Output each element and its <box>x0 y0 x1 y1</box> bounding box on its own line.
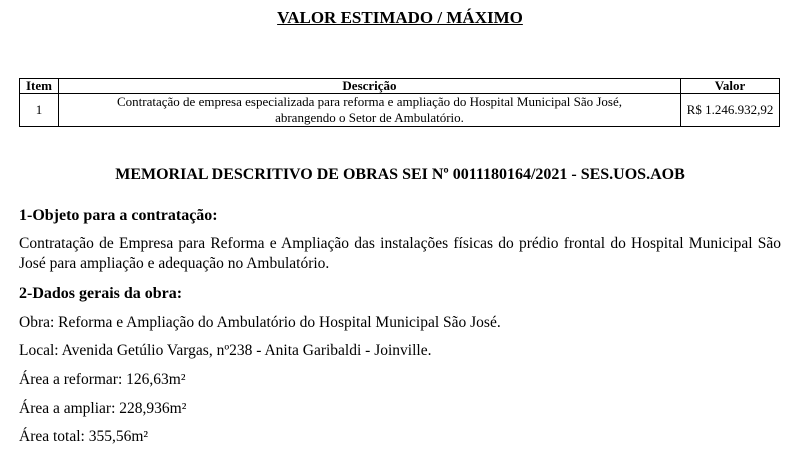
header-item: Item <box>20 79 59 94</box>
table-row <box>20 94 780 127</box>
section2-heading: 2-Dados gerais da obra: <box>19 285 183 302</box>
row-descricao-line2: abrangendo o Setor de Ambulatório. <box>275 110 464 125</box>
area-ampliar-line: Área a ampliar: 228,936m² <box>19 400 187 417</box>
table-header-row <box>20 79 780 94</box>
header-valor: Valor <box>681 79 780 94</box>
row-valor: R$ 1.246.932,92 <box>681 94 780 127</box>
row-item: 1 <box>20 94 59 127</box>
area-reformar-line: Área a reformar: 126,63m² <box>19 371 186 388</box>
row-descricao <box>59 94 681 127</box>
local-line: Local: Avenida Getúlio Vargas, nº238 - Anita Garibaldi - Joinville. <box>19 342 432 359</box>
section1-text: Contratação de Empresa para Reforma e Ampliação das instalações físicas do prédio frontal do Hospital Municipal São José para ampliação e adequação no Ambulatório. <box>19 235 781 272</box>
valor-table <box>19 78 780 127</box>
area-total-line: Área total: 355,56m² <box>19 428 149 445</box>
section1-heading: 1-Objeto para a contratação: <box>19 207 218 224</box>
obra-line: Obra: Reforma e Ampliação do Ambulatório do Hospital Municipal São José. <box>19 314 501 331</box>
page-title: VALOR ESTIMADO / MÁXIMO <box>277 8 523 27</box>
row-descricao-line1: Contratação de empresa especializada para reforma e ampliação do Hospital Municipal São José, <box>117 94 622 109</box>
memorial-title: MEMORIAL DESCRITIVO DE OBRAS SEI Nº 0011180164/2021 - SES.UOS.AOB <box>115 166 685 183</box>
header-descricao: Descrição <box>59 79 681 94</box>
